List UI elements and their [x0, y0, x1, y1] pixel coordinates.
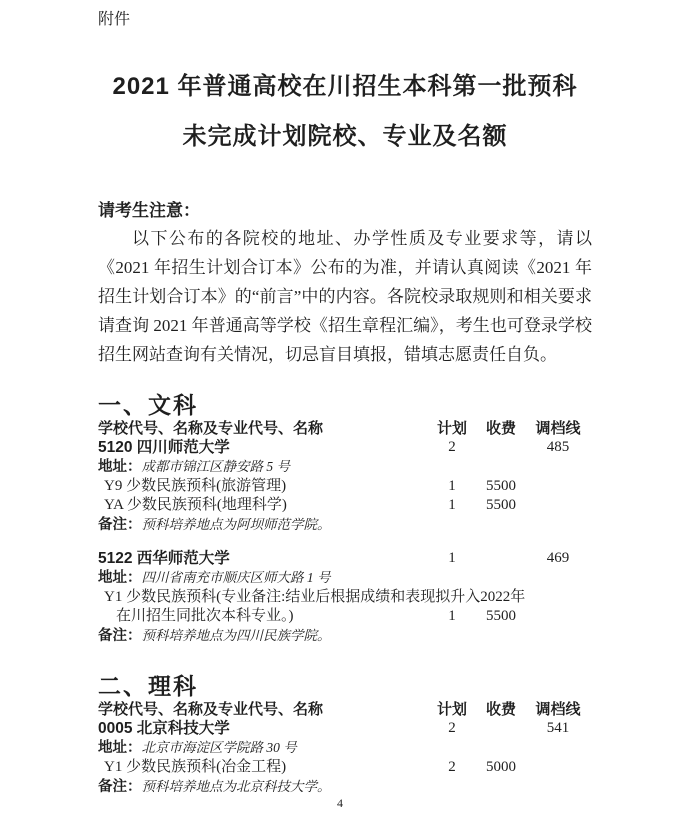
address-label: 地址： [98, 570, 142, 586]
major-fee: 5500 [486, 478, 516, 494]
column-header-cutoff: 调档线 [535, 701, 581, 718]
major-row [98, 758, 592, 777]
school-plan: 1 [448, 550, 456, 566]
section-heading: 二、理科 [98, 673, 198, 699]
column-header-fee: 收费 [485, 420, 516, 437]
major-fee: 5000 [486, 759, 516, 775]
remark-text: 预科培养地点为四川民族学院。 [141, 628, 331, 643]
major-plan: 1 [448, 497, 456, 513]
address-text: 北京市海淀区学院路 30 号 [141, 740, 297, 755]
school-block [98, 438, 592, 535]
column-header-plan: 计划 [436, 701, 467, 718]
major-row [98, 477, 592, 496]
major-name-line-2: 在川招生同批次本科专业。) [116, 608, 294, 624]
major-plan: 1 [448, 478, 456, 494]
school-plan: 2 [448, 439, 456, 455]
remark-text: 预科培养地点为阿坝师范学院。 [141, 517, 331, 532]
remark-row [98, 626, 592, 646]
school-name: 5120 四川师范大学 [98, 439, 230, 456]
title-line-2: 未完成计划院校、专业及名额 [182, 123, 508, 150]
major-plan: 1 [448, 608, 456, 624]
table-header-row [98, 700, 592, 719]
address-text: 四川省南充市顺庆区师大路 1 号 [141, 570, 331, 585]
section-science [98, 672, 592, 797]
remark-row [98, 515, 592, 535]
remark-label: 备注： [98, 628, 142, 644]
address-row [98, 457, 592, 477]
section-liberal-arts [98, 391, 592, 646]
attachment-label: 附件 [98, 11, 131, 28]
remark-row [98, 777, 592, 797]
address-label: 地址： [98, 459, 142, 475]
school-block [98, 549, 592, 646]
notice-heading: 请考生注意： [98, 201, 200, 220]
address-row [98, 738, 592, 758]
table-header-row [98, 419, 592, 438]
school-row [98, 549, 592, 568]
title-line-1: 2021 年普通高校在川招生本科第一批预科 [112, 73, 578, 100]
remark-text: 预科培养地点为北京科技大学。 [141, 779, 331, 794]
major-name-line-1: Y1 少数民族预科(专业备注:结业后根据成绩和表现拟升入2022年 [104, 589, 526, 605]
school-name: 0005 北京科技大学 [98, 720, 230, 737]
school-row [98, 438, 592, 457]
column-header-school: 学校代号、名称及专业代号、名称 [98, 420, 324, 437]
address-text: 成都市锦江区静安路 5 号 [141, 459, 290, 474]
school-cutoff: 469 [546, 550, 570, 566]
school-plan: 2 [448, 720, 456, 736]
major-row [98, 588, 592, 626]
school-block [98, 719, 592, 797]
major-fee: 5500 [486, 608, 516, 624]
remark-label: 备注： [98, 779, 142, 795]
page-number: 4 [337, 796, 343, 810]
school-cutoff: 485 [546, 439, 570, 455]
column-header-cutoff: 调档线 [535, 420, 581, 437]
column-header-fee: 收费 [485, 701, 516, 718]
major-name: Y1 少数民族预科(冶金工程) [104, 759, 287, 775]
column-header-school: 学校代号、名称及专业代号、名称 [98, 701, 324, 718]
section-heading: 一、文科 [98, 392, 198, 418]
major-name: Y9 少数民族预科(旅游管理) [104, 478, 287, 494]
remark-label: 备注： [98, 517, 142, 533]
address-label: 地址： [98, 740, 142, 756]
major-row [98, 496, 592, 515]
column-header-plan: 计划 [436, 420, 467, 437]
address-row [98, 568, 592, 588]
school-name: 5122 西华师范大学 [98, 550, 230, 567]
major-name: YA 少数民族预科(地理科学) [104, 497, 287, 513]
major-plan: 2 [448, 759, 456, 775]
school-cutoff: 541 [546, 720, 570, 736]
document-title [98, 62, 592, 162]
major-fee: 5500 [486, 497, 516, 513]
school-row [98, 719, 592, 738]
notice-paragraph: 以下公布的各院校的地址、办学性质及专业要求等，请以《2021 年招生计划合订本》公布的为准，并请认真阅读《2021 年招生计划合订本》的“前言”中的内容。各院校录取规则和相关要求请查询 2021 年普通高等学校《招生章程汇编》，考生也可登录学校招生网站查询有关情况，切忌盲目填报，错填志愿责任自负。 [98, 229, 592, 364]
